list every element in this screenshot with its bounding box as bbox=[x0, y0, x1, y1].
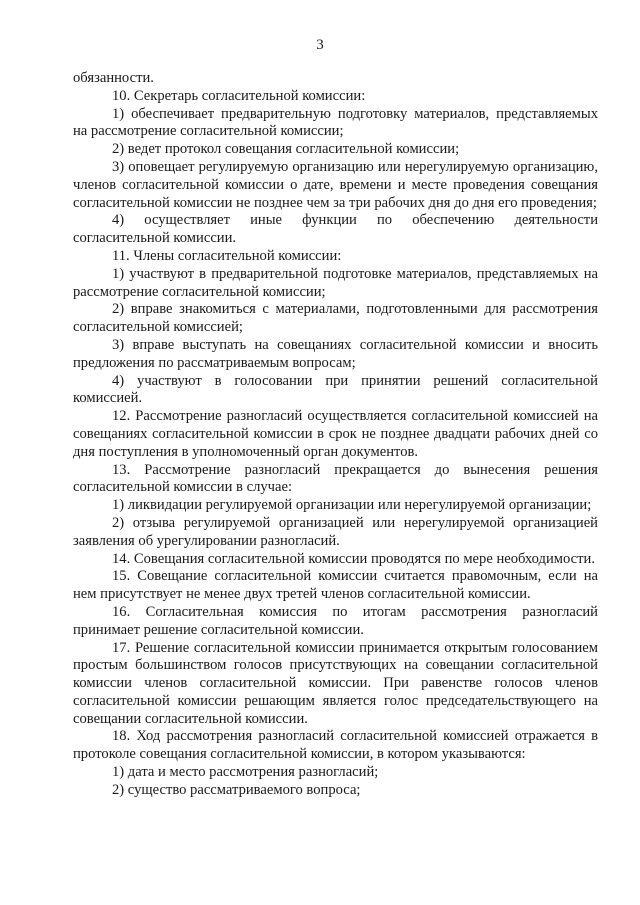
paragraph-12: 12. Рассмотрение разногласий осуществляется согласительной комиссией на совещаниях согласительной комиссии в срок не позднее двадцати рабочих дней со дня поступления в уполномоченный орган документов. bbox=[73, 408, 598, 460]
paragraph-11-heading: 11. Члены согласительной комиссии: bbox=[112, 247, 342, 264]
paragraph-18-item-1: 1) дата и место рассмотрения разногласий; bbox=[112, 764, 379, 781]
paragraph-13-heading: 13. Рассмотрение разногласий прекращается до вынесения решения согласительной комиссии в случае: bbox=[73, 461, 598, 496]
paragraph-15: 15. Совещание согласительной комиссии считается правомочным, если на нем присутствует не менее двух третей членов согласительной комиссии. bbox=[73, 568, 598, 603]
paragraph-18-heading: 18. Ход рассмотрения разногласий согласительной комиссией отражается в протоколе совещания согласительной комиссии, в котором указываются: bbox=[73, 728, 598, 763]
paragraph-10-item-1: 1) обеспечивает предварительную подготовку материалов, представляемых на рассмотрение согласительной комиссии; bbox=[73, 105, 598, 140]
paragraph-13-item-1: 1) ликвидации регулируемой организации или нерегулируемой организации; bbox=[112, 497, 592, 514]
paragraph-11-item-1: 1) участвуют в предварительной подготовке материалов, представляемых на рассмотрение согласительной комиссии; bbox=[73, 265, 598, 300]
paragraph-continuation: обязанности. bbox=[73, 70, 154, 86]
page-number: 3 bbox=[316, 37, 324, 53]
paragraph-11-item-2: 2) вправе знакомиться с материалами, подготовленными для рассмотрения согласительной комиссией; bbox=[73, 301, 598, 336]
paragraph-17: 17. Решение согласительной комиссии принимается открытым голосованием простым большинством голосов присутствующих на совещании согласительной комиссии членов согласительной комиссии. При равенстве голосов членов согласительной комиссии решающим является голос председательствующего на совещании согласительной комиссии. bbox=[73, 639, 598, 727]
paragraph-11-item-4: 4) участвуют в голосовании при принятии решений согласительной комиссией. bbox=[73, 372, 598, 407]
paragraph-18-item-2: 2) существо рассматриваемого вопроса; bbox=[112, 781, 361, 798]
document-body bbox=[73, 70, 598, 800]
paragraph-10-item-4: 4) осуществляет иные функции по обеспечению деятельности согласительной комиссии. bbox=[73, 212, 598, 247]
paragraph-11-item-3: 3) вправе выступать на совещаниях согласительной комиссии и вносить предложения по рассматриваемым вопросам; bbox=[73, 336, 598, 371]
paragraph-10-item-2: 2) ведет протокол совещания согласительной комиссии; bbox=[112, 141, 460, 158]
paragraph-10-item-3: 3) оповещает регулируемую организацию или нерегулируемую организацию, членов согласительной комиссии о дате, времени и месте проведения совещания согласительной комиссии не позднее чем за три рабочих дня до дня его проведения; bbox=[73, 158, 598, 211]
paragraph-13-item-2: 2) отзыва регулируемой организацией или нерегулируемой организацией заявления об урегулировании разногласий. bbox=[73, 514, 598, 549]
paragraph-10-heading: 10. Секретарь согласительной комиссии: bbox=[112, 87, 366, 104]
paragraph-14: 14. Совещания согласительной комиссии проводятся по мере необходимости. bbox=[112, 550, 595, 567]
paragraph-16: 16. Согласительная комиссия по итогам рассмотрения разногласий принимает решение согласительной комиссии. bbox=[73, 603, 598, 638]
